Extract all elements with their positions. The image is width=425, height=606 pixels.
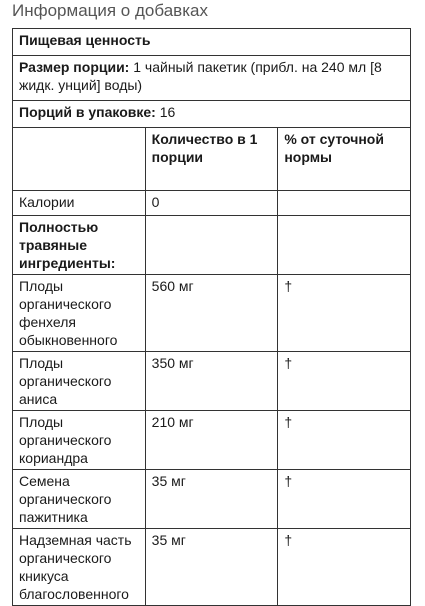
ingredient-amount: 35 мг (145, 529, 278, 606)
table-row (13, 411, 411, 470)
calories-label: Калории (13, 191, 146, 216)
servings-row (13, 101, 411, 128)
ingredient-amount: 210 мг (145, 411, 278, 470)
table-row (13, 529, 411, 606)
column-header-blank (13, 128, 146, 191)
calories-value: 0 (145, 191, 278, 216)
ingredient-name: Плоды органического кориандра (13, 411, 146, 470)
column-header-amount: Количество в 1 порции (145, 128, 278, 191)
herbal-ingredients-header: Полностью травяные ингредиенты: (13, 216, 146, 275)
calories-dv (278, 191, 411, 216)
ingredient-dv: † (278, 470, 411, 529)
column-header-row (13, 128, 411, 191)
servings-label: Порций в упаковке: (19, 104, 156, 120)
ingredient-name: Семена органического пажитника (13, 470, 146, 529)
calories-row (13, 191, 411, 216)
supplement-facts-table (12, 28, 411, 606)
ingredient-dv: † (278, 275, 411, 352)
ingredient-amount: 560 мг (145, 275, 278, 352)
serving-size-row (13, 56, 411, 101)
page-title: Информация о добавках (12, 1, 208, 20)
table-row (13, 275, 411, 352)
serving-size-cell (13, 56, 411, 101)
herbal-header-row (13, 216, 411, 275)
ingredient-amount: 350 мг (145, 352, 278, 411)
serving-size-label: Размер порции: (19, 59, 130, 75)
table-row (13, 470, 411, 529)
table-title-row (13, 29, 411, 56)
serving-size-value: 1 чайный пакетик (прибл. на 240 мл [8 жидк. унций] воды) (19, 59, 382, 93)
ingredient-dv: † (278, 411, 411, 470)
ingredient-amount: 35 мг (145, 470, 278, 529)
table-title: Пищевая ценность (13, 29, 411, 56)
ingredient-name: Плоды органического фенхеля обыкновенного (13, 275, 146, 352)
servings-cell (13, 101, 411, 128)
herbal-header-dv-blank (278, 216, 411, 275)
ingredient-name: Надземная часть органического кникуса благословенного (13, 529, 146, 606)
servings-value: 16 (155, 104, 176, 120)
ingredient-dv: † (278, 529, 411, 606)
column-header-dv: % от суточной нормы (278, 128, 411, 191)
ingredient-dv: † (278, 352, 411, 411)
herbal-header-amount-blank (145, 216, 278, 275)
table-row (13, 352, 411, 411)
ingredient-name: Плоды органического аниса (13, 352, 146, 411)
